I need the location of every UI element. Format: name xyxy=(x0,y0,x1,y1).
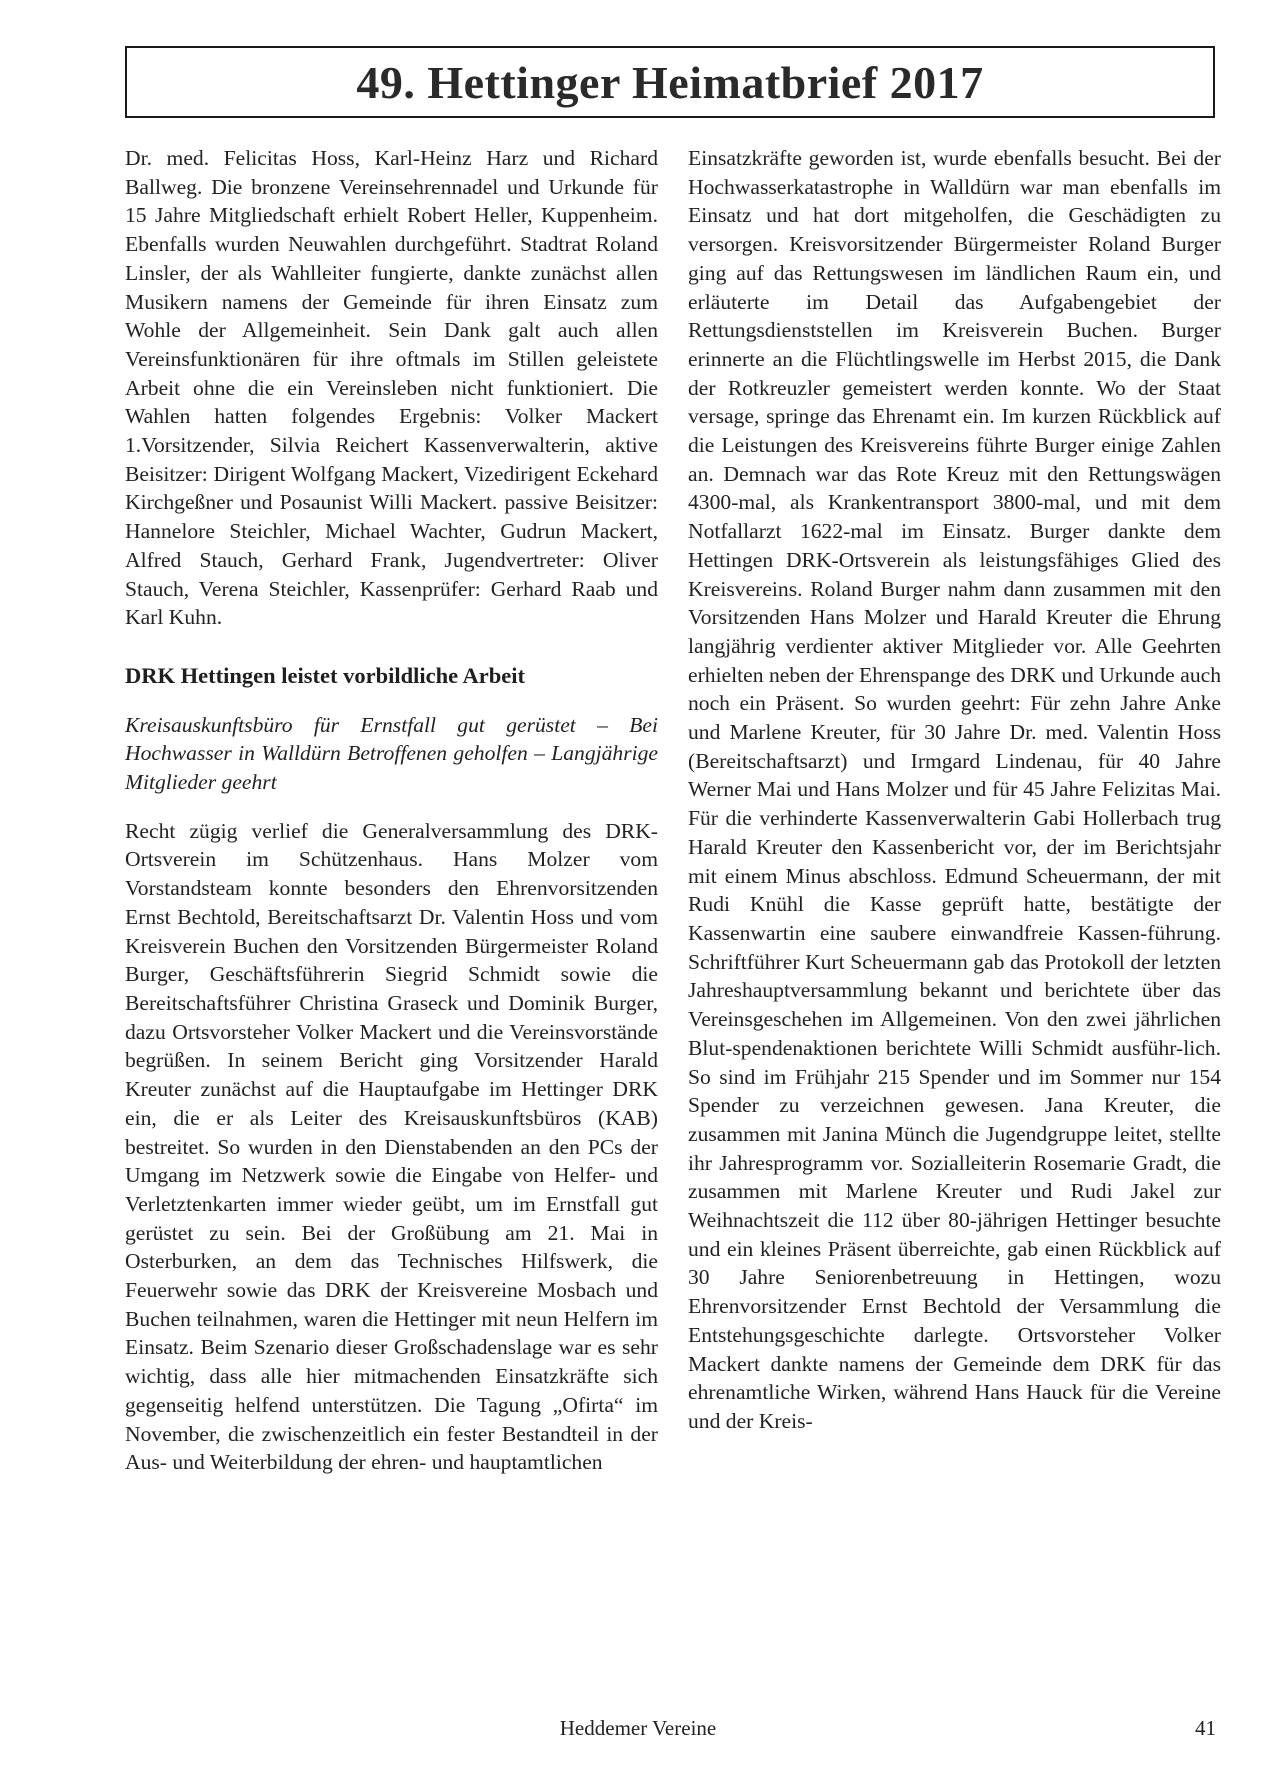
left-column xyxy=(125,144,658,1477)
page-number: 41 xyxy=(1195,1716,1216,1740)
article-paragraph: Einsatzkräfte geworden ist, wurde ebenfalls besucht. Bei der Hochwasserkatastrophe in Walldürn war man ebenfalls im Einsatz und hat dort mitgeholfen, die Geschädigten zu versorgen. Kreisvorsitzender Bürgermeister Roland Burger ging auf das Rettungswesen im ländlichen Raum ein, und erläuterte im Detail das Aufgabengebiet der Rettungsdienststellen im Kreisverein Buchen. Burger erinnerte an die Flüchtlingswelle im Herbst 2015, die Dank der Rotkreuzler gemeistert werden konnte. Wo der Staat versage, springe das Ehrenamt ein. Im kurzen Rückblick auf die Leistungen des Kreisvereins führte Burger einige Zahlen an. Demnach war das Rote Kreuz mit den Rettungswägen 4300-mal, als Krankentransport 3800-mal, und mit dem Notfallarzt 1622-mal im Einsatz. Burger dankte dem Hettingen DRK-Ortsverein als leistungsfähiges Glied des Kreisvereins. Roland Burger nahm dann zusammen mit den Vorsitzenden Hans Molzer und Harald Kreuter die Ehrung langjährig verdienter aktiver Mitglieder vor. Alle Geehrten erhielten neben der Ehrenspange des DRK und Urkunde auch noch ein Präsent. So wurden geehrt: Für zehn Jahre Anke und Marlene Kreuter, für 30 Jahre Dr. med. Valentin Hoss (Bereitschaftsarzt) und Irmgard Lindenau, für 40 Jahre Werner Mai und Hans Molzer und für 45 Jahre Felizitas Mai. Für die verhinderte Kassenverwalterin Gabi Hollerbach trug Harald Kreuter den Kassenbericht vor, der im Berichtsjahr mit einem Minus abschloss. Edmund Scheuermann, der mit Rudi Knühl die Kasse geprüft hatte, bestätigte der Kassenwartin eine saubere einwandfreie Kassen-führung. Schriftführer Kurt Scheuermann gab das Protokoll der letzten Jahreshauptversammlung bekannt und berichtete über das Vereinsgeschehen im Allgemeinen. Von den zwei jährlichen Blut-spendenaktionen berichtete Willi Schmidt ausführ-lich. So sind im Frühjahr 215 Spender und im Sommer nur 154 Spender zu verzeichnen gewesen. Jana Kreuter, die zusammen mit Janina Münch die Jugendgruppe leitet, stellte ihr Jahresprogramm vor. Sozialleiterin Rosemarie Gradt, die zusammen mit Marlene Kreuter und Rudi Jakel zur Weihnachtszeit die 112 über 80-jährigen Hettinger besuchte und ein kleines Präsent überreichte, gab einen Rückblick auf 30 Jahre Seniorenbetreuung in Hettingen, wozu Ehrenvorsitzender Ernst Bechtold der Versammlung die Entstehungsgeschichte darlegte. Ortsvorsteher Volker Mackert dankte namens der Gemeinde dem DRK für das ehrenamtliche Wirken, während Hans Hauck für die Vereine und der Kreis- xyxy=(688,146,1221,1433)
right-column xyxy=(688,144,1221,1436)
header-box xyxy=(125,46,1215,118)
article-paragraph: Recht zügig verlief die Generalversammlung des DRK-Ortsverein im Schützenhaus. Hans Molzer vom Vorstandsteam konnte besonders den Ehrenvorsitzenden Ernst Bechtold, Bereitschaftsarzt Dr. Valentin Hoss und vom Kreisverein Buchen den Vorsitzenden Bürgermeister Roland Burger, Geschäftsführerin Siegrid Schmidt sowie die Bereitschaftsführer Christina Graseck und Dominik Burger, dazu Ortsvorsteher Volker Mackert und die Vereinsvorstände begrüßen. In seinem Bericht ging Vorsitzender Harald Kreuter zunächst auf die Hauptaufgabe im Hettinger DRK ein, die er als Leiter des Kreisauskunftsbüros (KAB) bestreitet. So wurden in den Dienstabenden an den PCs der Umgang im Netzwerk sowie die Eingabe von Helfer- und Verletztenkarten immer wieder geübt, um im Ernstfall gut gerüstet zu sein. Bei der Großübung am 21. Mai in Osterburken, an dem das Technisches Hilfswerk, die Feuerwehr sowie das DRK der Kreisvereine Mosbach und Buchen teilnahmen, waren die Hettinger mit neun Helfern im Einsatz. Beim Szenario dieser Großschadenslage war es sehr wichtig, dass alle hier mitmachenden Einsatzkräfte sich gegenseitig helfend unterstützen. Die Tagung „Ofirta“ im November, die zwischenzeitlich ein fester Bestandteil in der Aus- und Weiterbildung der ehren- und hauptamtlichen xyxy=(125,818,658,1475)
article-paragraph: Dr. med. Felicitas Hoss, Karl-Heinz Harz und Richard Ballweg. Die bronzene Vereinsehrennadel und Urkunde für 15 Jahre Mitgliedschaft erhielt Robert Heller, Kuppenheim. Ebenfalls wurden Neuwahlen durchgeführt. Stadtrat Roland Linsler, der als Wahlleiter fungierte, dankte zunächst allen Musikern namens der Gemeinde für ihren Einsatz zum Wohle der Allgemeinheit. Sein Dank galt auch allen Vereinsfunktionären für ihre oftmals im Stillen geleistete Arbeit ohne die ein Vereinsleben nicht funktioniert. Die Wahlen hatten folgendes Ergebnis: Volker Mackert 1.Vorsitzender, Silvia Reichert Kassenverwalterin, aktive Beisitzer: Dirigent Wolfgang Mackert, Vizedirigent Eckehard Kirchgeßner und Posaunist Willi Mackert. passive Beisitzer: Hannelore Steichler, Michael Wachter, Gudrun Mackert, Alfred Stauch, Gerhard Frank, Jugendvertreter: Oliver Stauch, Verena Steichler, Kassenprüfer: Gerhard Raab und Karl Kuhn. xyxy=(125,146,658,630)
section-heading: DRK Hettingen leistet vorbildliche Arbeit xyxy=(125,662,525,688)
article-subtitle: Kreisauskunftsbüro für Ernstfall gut gerüstet – Bei Hochwasser in Walldürn Betroffenen geholfen – Langjährige Mitglieder geehrt xyxy=(125,712,658,795)
footer-section-name: Heddemer Vereine xyxy=(559,1716,717,1740)
page-title: 49. Hettinger Heimatbrief 2017 xyxy=(356,57,984,108)
